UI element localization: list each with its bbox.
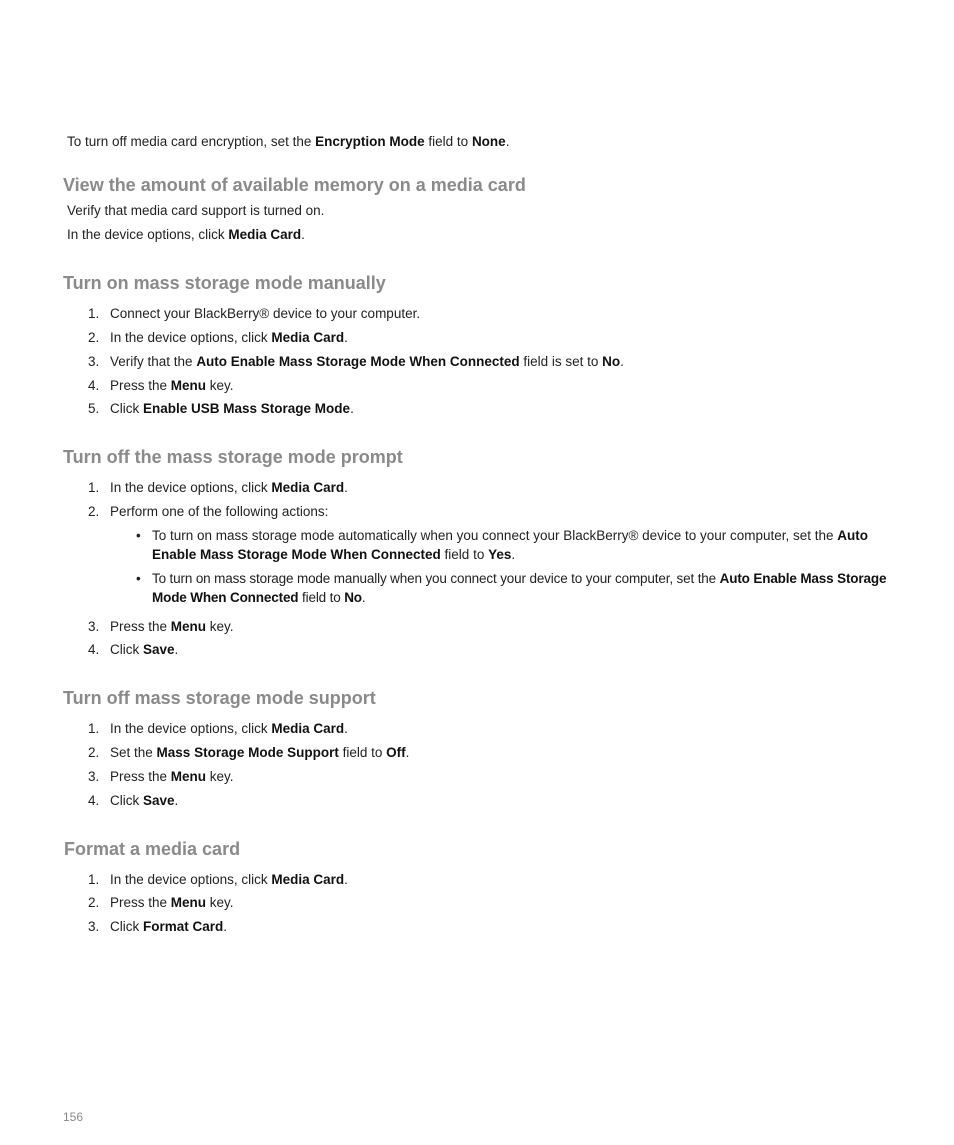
page-number: 156	[63, 1110, 84, 1124]
section-heading-mass-storage-support: Turn off mass storage mode support	[63, 688, 376, 708]
list-item: 4. Click Save.	[88, 793, 179, 808]
list-item: 1. In the device options, click Media Card.	[88, 480, 348, 495]
bullet-item: • To turn on mass storage mode automatically when you connect your BlackBerry® device to your computer, set the Auto Enable Mass Storage Mode When Connected field to Yes.	[136, 528, 869, 562]
list-item: 4. Press the Menu key.	[88, 378, 234, 393]
list-item: 5. Click Enable USB Mass Storage Mode.	[88, 401, 354, 416]
intro-paragraph: To turn off media card encryption, set the Encryption Mode field to None.	[67, 134, 510, 149]
section-heading-mass-storage-manual: Turn on mass storage mode manually	[63, 273, 386, 293]
section1-paragraph-2: In the device options, click Media Card.	[67, 227, 305, 242]
list-item: 3. Press the Menu key.	[88, 619, 234, 634]
list-item: 2. In the device options, click Media Card.	[88, 330, 348, 345]
list-item: 4. Click Save.	[88, 642, 179, 657]
section1-paragraph-1: Verify that media card support is turned on.	[67, 203, 325, 218]
bullet-icon: •	[136, 571, 141, 586]
section-heading-format-card: Format a media card	[64, 839, 241, 859]
bullet-icon: •	[136, 528, 141, 543]
list-item: 3. Press the Menu key.	[88, 769, 234, 784]
list-item: 2. Perform one of the following actions:	[88, 504, 329, 519]
section-heading-view-memory: View the amount of available memory on a media card	[63, 175, 526, 195]
section-heading-mass-storage-prompt: Turn off the mass storage mode prompt	[63, 447, 403, 467]
list-item: 3. Click Format Card.	[88, 919, 228, 934]
list-item: 1. In the device options, click Media Card.	[88, 721, 348, 736]
list-item: 1. Connect your BlackBerry® device to your computer.	[88, 306, 421, 321]
list-item: 2. Set the Mass Storage Mode Support field to Off.	[88, 745, 410, 760]
bullet-item: • To turn on mass storage mode manually when you connect your device to your computer, set the Auto Enable Mass Storage Mode When Connected field to No.	[136, 571, 887, 605]
list-item: 1. In the device options, click Media Card.	[88, 872, 348, 887]
list-item: 3. Verify that the Auto Enable Mass Storage Mode When Connected field is set to No.	[88, 354, 624, 369]
list-item: 2. Press the Menu key.	[88, 895, 234, 910]
